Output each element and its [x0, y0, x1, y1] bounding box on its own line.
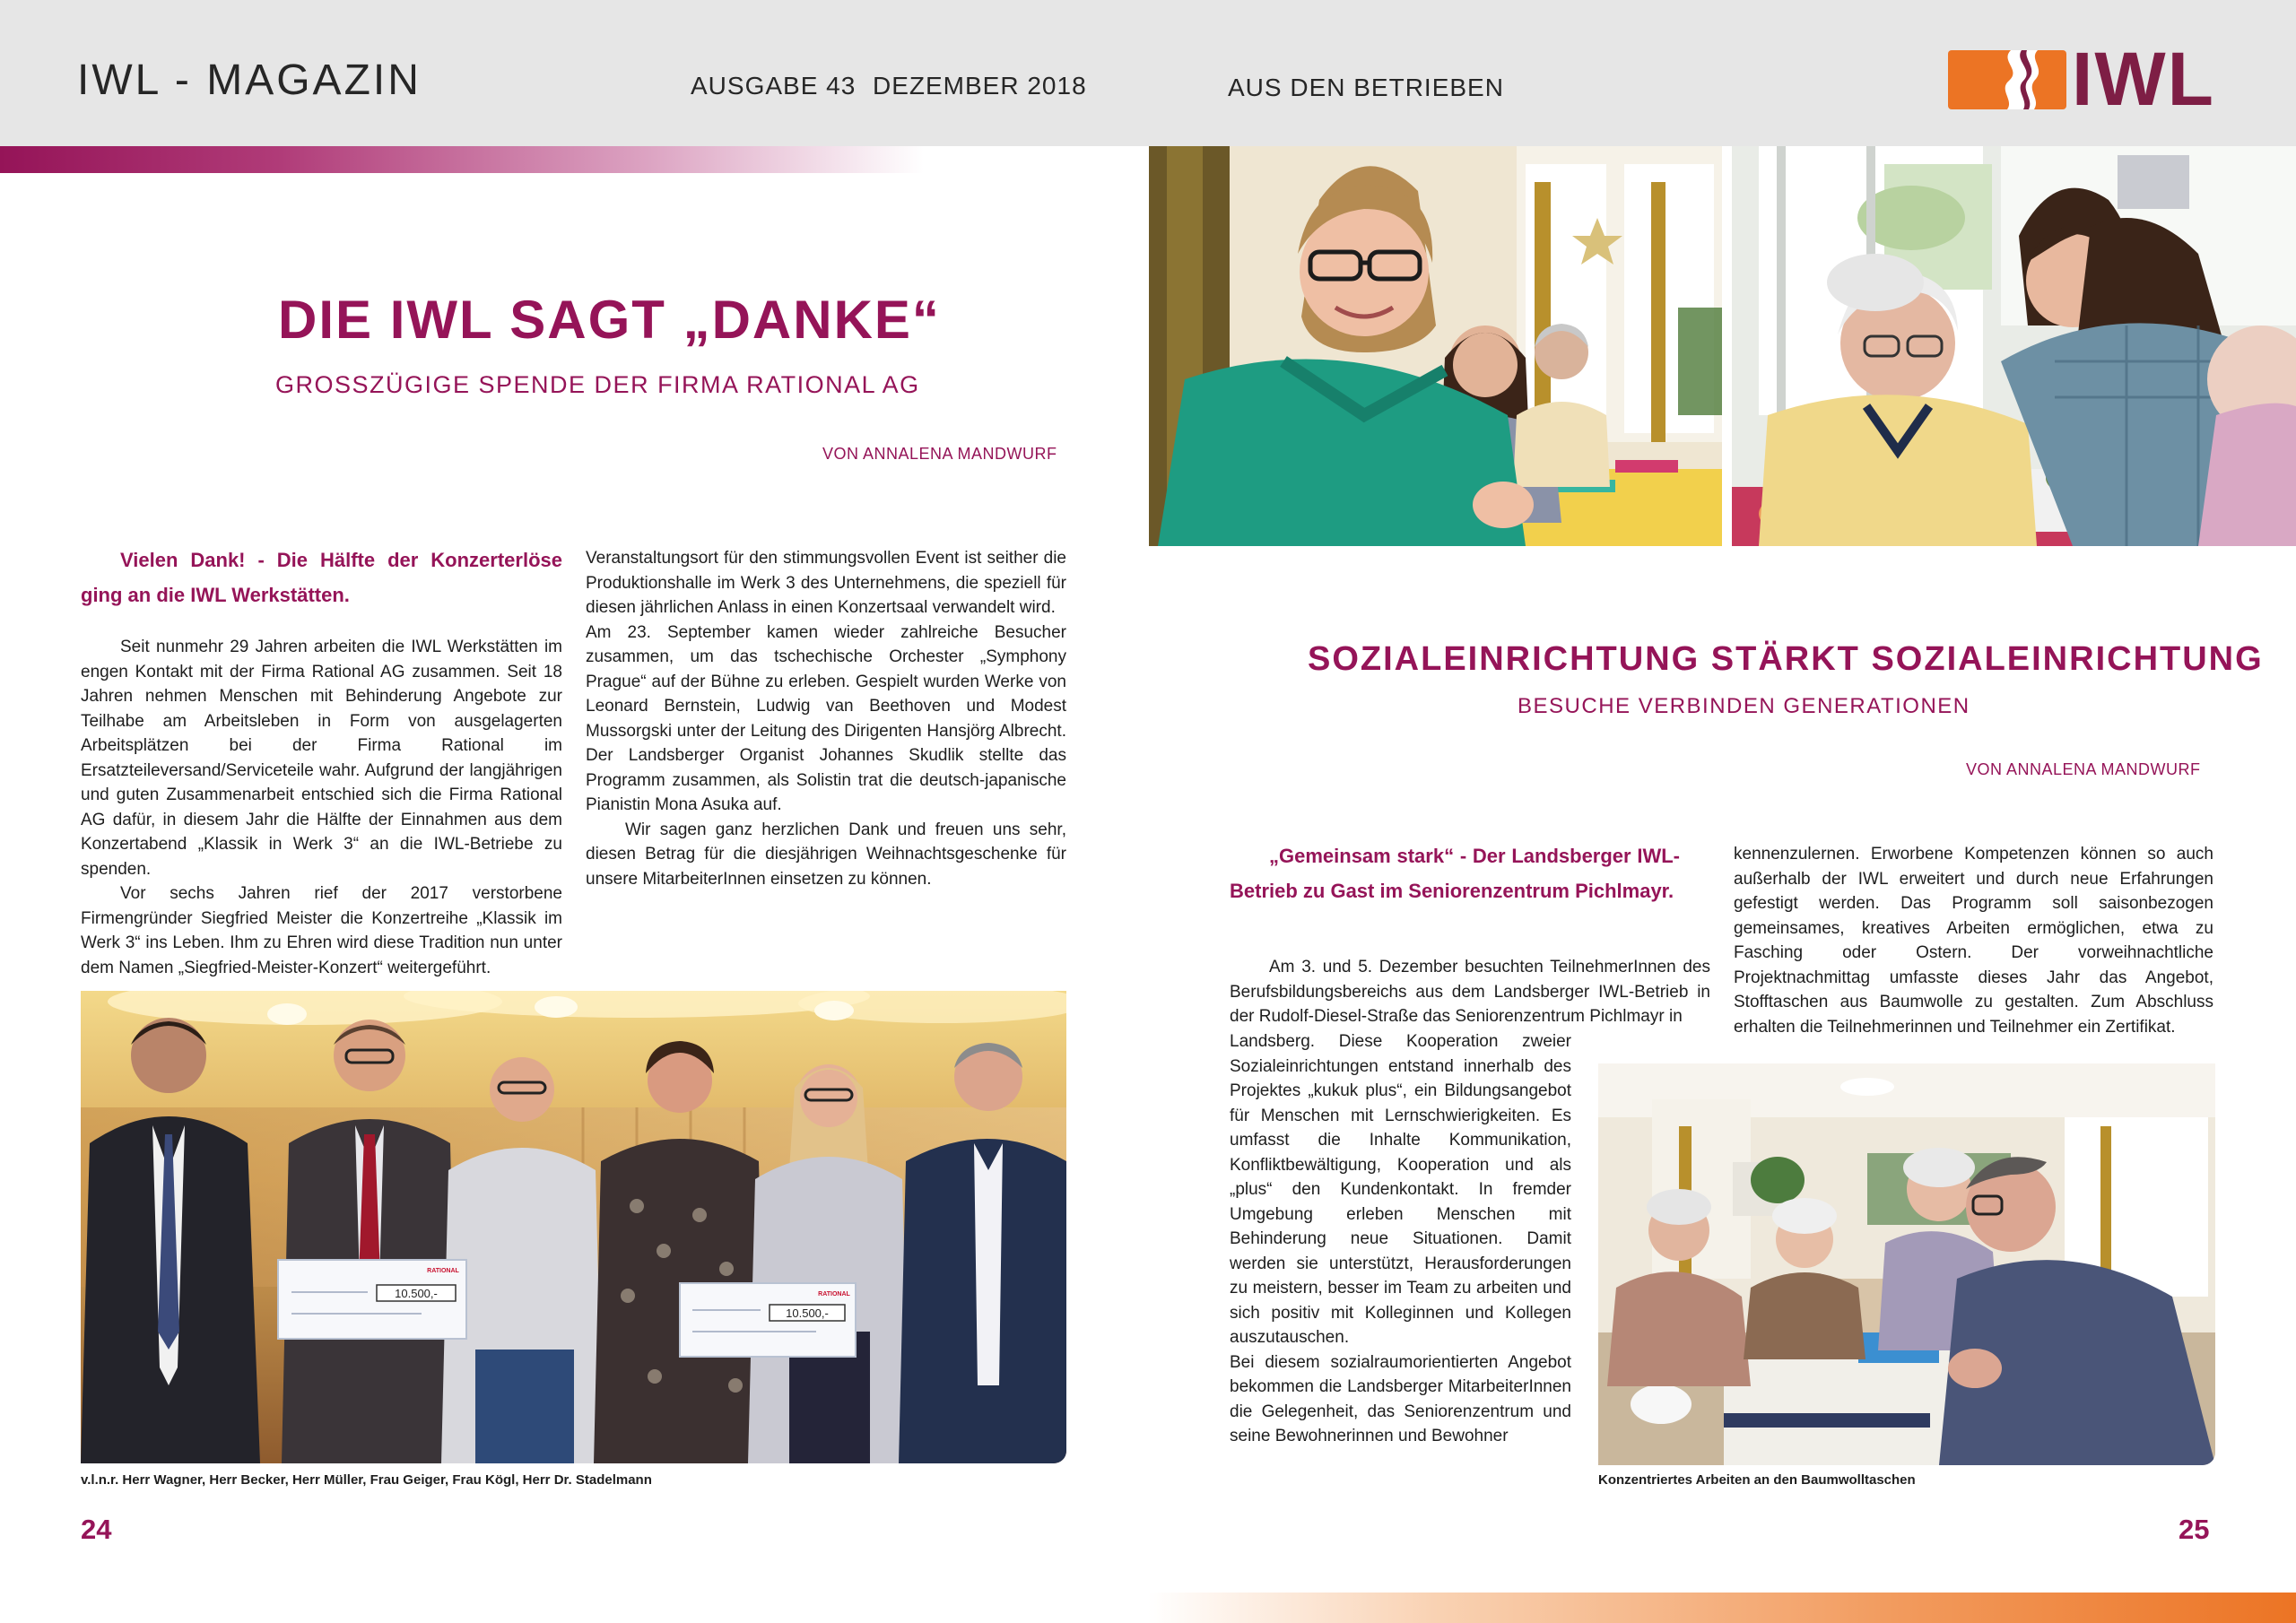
left-article-author: VON ANNALENA MANDWURF	[822, 445, 1057, 463]
left-article-subtitle: GROSSZÜGIGE SPENDE DER FIRMA RATIONAL AG	[275, 371, 920, 398]
group-photo-caption: v.l.n.r. Herr Wagner, Herr Becker, Herr Müller, Frau Geiger, Frau Kögl, Herr Dr. Stadelmann	[81, 1472, 652, 1488]
svg-text:RATIONAL: RATIONAL	[818, 1291, 850, 1298]
svg-text:RATIONAL: RATIONAL	[427, 1268, 459, 1274]
logo-text: IWL	[2072, 37, 2215, 121]
issue-date: DEZEMBER 2018	[873, 72, 1087, 100]
svg-text:10.500,-: 10.500,-	[786, 1306, 829, 1320]
cheque-right	[680, 1283, 856, 1357]
bottom-photo-caption: Konzentriertes Arbeiten an den Baumwolltaschen	[1598, 1472, 1916, 1488]
section-title: AUS DEN BETRIEBEN	[1228, 74, 1504, 101]
paragraph: Landsberg. Diese Kooperation zweier Sozialeinrichtungen entstand innerhalb des Projektes „kukuk plus“, ein Bildungsangebot für Menschen mit Lernschwierigkeiten. Es umfasst die Inhalte Kommunikation, Konfliktbewältigung, Kooperation und als „plus“ den Kundenkontakt. In fremder Umgebung erleben Menschen mit Behinderung neue Situationen. Damit werden sie unterstützt, Herausforderungen zu meistern, besser im Team zu arbeiten und sich positiv mit Kolleginnen und Kollegen auszutauschen.	[1230, 1032, 1571, 1347]
paragraph: Veranstaltungsort für den stimmungsvollen Event ist seither die Produktionshalle im Werk 3 des Unternehmens, die speziell für diesen jährlichen Anlass in einen Konzertsaal verwandelt wird.	[586, 549, 1066, 617]
left-article-title	[278, 289, 941, 351]
iwl-logo-icon	[1948, 50, 2066, 109]
right-article-author: VON ANNALENA MANDWURF	[1966, 760, 2201, 778]
svg-text:10.500,-: 10.500,-	[395, 1287, 438, 1300]
paragraph: Wir sagen ganz herzlichen Dank und freuen uns sehr, diesen Betrag für die diesjährigen Weihnachtsgeschenke für unsere MitarbeiterInnen einsetzen zu können.	[586, 820, 1066, 889]
left-article-column-2	[586, 546, 1066, 891]
right-article-lead: „Gemeinsam stark“ - Der Landsberger IWL-Betrieb zu Gast im Seniorenzentrum Pichlmayr.	[1230, 845, 1680, 902]
right-article-column-1-bottom	[1230, 1029, 1571, 1449]
iwl-logo	[1948, 37, 2215, 121]
right-article-title	[1308, 640, 2264, 679]
group-photo	[81, 991, 1066, 1463]
right-article-subtitle: BESUCHE VERBINDEN GENERATIONEN	[1518, 694, 1970, 718]
paragraph: Bei diesem sozialraumorientierten Angebot bekommen die Landsberger MitarbeiterInnen die Gelegenheit, das Seniorenzentrum und seine Bewohnerinnen und Bewohner	[1230, 1352, 1571, 1445]
paragraph: Am 23. September kamen wieder zahlreiche Besucher zusammen, um das tschechische Orchester „Symphony Prague“ auf der Bühne zu erleben. Gespielt wurden Werke von Leonard Bernstein, Ludwig van Beethoven und Modest Mussorgski unter der Leitung des Dirigenten Hansjörg Albrecht. Der Landsberger Organist Johannes Skudlik stellte das Programm zusammen, als Solistin trat die deutsch-japanische Pianistin Mona Asuka auf.	[586, 622, 1066, 814]
title-regular: DIE IWL SAGT	[278, 290, 683, 350]
page-number-left: 24	[81, 1514, 112, 1545]
bottom-gradient-bar	[1148, 1593, 2296, 1623]
right-article-column-2	[1734, 842, 2213, 1039]
title-bold: „DANKE“	[683, 290, 941, 350]
left-article-column-1	[81, 635, 562, 980]
left-article-lead: Vielen Dank! - Die Hälfte der Konzerterlöse ging an die IWL Werkstätten.	[81, 549, 562, 606]
photo-participants-drawing	[1149, 146, 1722, 546]
magazine-title: IWL - MAGAZIN	[77, 56, 422, 104]
paragraph: Vor sechs Jahren rief der 2017 verstorbene Firmengründer Siegfried Meister die Konzertreihe „Klassik im Werk 3“ ins Leben. Ihm zu Ehren wird diese Tradition nun unter dem Namen „Siegfried-Meister-Konzert“ weitergeführt.	[81, 884, 562, 977]
paragraph: kennenzulernen. Erworbene Kompetenzen können so auch außerhalb der IWL erweitert und durch neue Erfahrungen gefestigt werden. Das Programm soll saisonbezogen gemeinsames, kreatives Arbeiten ermöglichen, etwa zu Fasching oder Ostern. Der vorweihnachtliche Projektnachmittag umfasste dieses Jahr das Angebot, Stofftaschen aus Baumwolle zu gestalten. Zum Abschluss erhalten die Teilnehmerinnen und Teilnehmer ein Zertifikat.	[1734, 845, 2213, 1037]
top-gradient-bar	[0, 146, 924, 173]
title-bold: STÄRKT	[1710, 640, 1860, 678]
page-number-right: 25	[2179, 1514, 2210, 1545]
title-part-2: SOZIALEINRICHTUNG	[1859, 640, 2264, 678]
photo-working-on-bags	[1598, 1063, 2215, 1465]
photo-senior-with-helper	[1732, 146, 2296, 546]
issue-number: AUSGABE 43	[691, 72, 857, 100]
paragraph: Am 3. und 5. Dezember besuchten TeilnehmerInnen des Berufsbildungsbereichs aus dem Landsberger IWL-Betrieb in der Rudolf-Diesel-Straße das Seniorenzentrum Pichlmayr in	[1230, 958, 1710, 1026]
paragraph: Seit nunmehr 29 Jahren arbeiten die IWL Werkstätten im engen Kontakt mit der Firma Rational AG zusammen. Seit 18 Jahren nehmen Menschen mit Behinderung Angebote zur Teilhabe am Arbeitsleben in Form von ausgelagerten Arbeitsplätzen bei der Firma Rational im Ersatzteileversand/Serviceteile wahr. Aufgrund der langjährigen und guten Zusammenarbeit entschied sich die Firma Rational AG dafür, in diesem Jahr die Hälfte der Einnahmen aus dem Konzertabend „Klassik in Werk 3“ an die IWL-Betriebe zu spenden.	[81, 638, 562, 879]
title-part-1: SOZIALEINRICHTUNG	[1308, 640, 1711, 678]
right-article-column-1-top	[1230, 955, 1710, 1029]
cheque-left	[278, 1260, 466, 1339]
page-header	[0, 0, 2296, 146]
